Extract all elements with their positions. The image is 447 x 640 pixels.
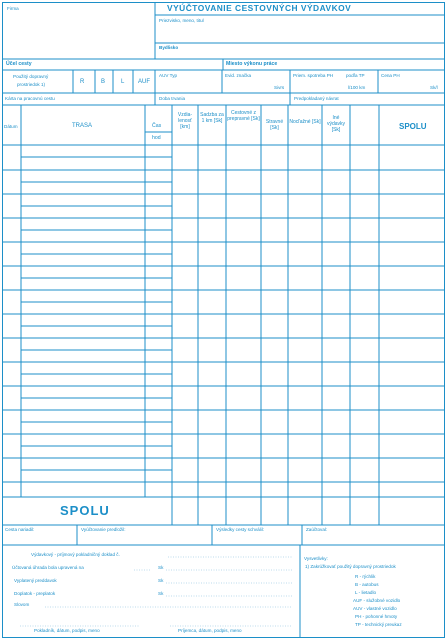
advance-paid-label: Vyplatený preddavok bbox=[14, 578, 57, 583]
transport-option-b[interactable]: B bbox=[101, 79, 106, 85]
transport-option-r[interactable]: R bbox=[80, 79, 85, 85]
currency-label-3: Sk bbox=[158, 591, 164, 596]
posted-by-label: Zaúčtoval: bbox=[306, 527, 328, 532]
currency-label-2: Sk bbox=[158, 578, 164, 583]
legend-item-r: R - rýchlik bbox=[355, 574, 376, 579]
time-column-header: Čas bbox=[152, 123, 162, 129]
recipient-signature-label: Príjemca, dátum, podpis, meno bbox=[178, 628, 242, 633]
total-row-label: SPOLU bbox=[60, 503, 110, 518]
trip-results-approved-label: Výsledky cesty schválil: bbox=[216, 527, 264, 532]
distance-column-header: Vzdia-lenosť [km] bbox=[177, 112, 193, 130]
transport-label: Použitý dopravný bbox=[13, 74, 49, 79]
trip-ordered-label: Cesta nariadil: bbox=[5, 527, 35, 532]
settlement-adjusted-label: Účtovaná úhrada bola upravená na bbox=[12, 565, 84, 570]
legend-note: 1) Zakrúžkovať použitý dopravný prostriedok bbox=[305, 564, 396, 569]
in-words-label: Slovom bbox=[14, 602, 30, 607]
work-trip-label: Kárta na pracovnú cestu bbox=[5, 96, 55, 101]
hour-column-header: hod bbox=[152, 135, 161, 141]
trip-purpose-label: Účel cesty bbox=[6, 61, 32, 67]
plate-label: Evid. značka bbox=[225, 73, 252, 78]
form-title: VYÚČTOVANIE CESTOVNÝCH VÝDAVKOV bbox=[167, 3, 352, 13]
employee-name-label: Priezvisko, meno, titul bbox=[159, 18, 204, 23]
fuel-price-unit: Sk/l bbox=[430, 85, 438, 90]
route-column-header: TRASA bbox=[72, 123, 93, 129]
per-tp-label: podľa TP bbox=[346, 73, 365, 78]
residence-label: Bydlisko bbox=[159, 45, 179, 50]
consumption-unit: l/100 km bbox=[348, 85, 366, 90]
lodging-column-header: Nocľažné [Sk] bbox=[289, 119, 321, 125]
legend-item-auv: AUV - vlastné vozidlo bbox=[353, 606, 397, 611]
total-column-header: SPOLU bbox=[399, 122, 427, 131]
duration-label: Doba trvania bbox=[159, 96, 186, 101]
firma-label: Firma bbox=[7, 6, 19, 11]
legend-title: Vysvetlivky: bbox=[304, 556, 328, 561]
plate-unit: Sivrs bbox=[274, 85, 285, 90]
legend-item-l: L - lietadlo bbox=[355, 590, 377, 595]
rate-column-header: Sadzba za 1 km [Sk] bbox=[200, 112, 224, 124]
workplace-label: Miesto výkonu práce bbox=[226, 61, 278, 67]
fare-column-header: Cestovné z prepravné [Sk] bbox=[227, 110, 260, 122]
auv-type-label: AUV Typ bbox=[159, 73, 178, 78]
cashier-signature-label: Pokladník, dátum, podpis, meno bbox=[34, 628, 100, 633]
date-column-header: Dátum bbox=[4, 124, 18, 129]
consumption-label: Priem. spotreba PH bbox=[293, 73, 334, 78]
settlement-submitted-label: Vyúčtovanie predložil: bbox=[81, 527, 126, 532]
transport-option-l[interactable]: L bbox=[121, 79, 125, 85]
expected-return-label: Predpokladaný návrat bbox=[294, 96, 339, 101]
legend-item-ph: PH - pohonné hmoty bbox=[355, 614, 398, 619]
transport-label-cont: prostriedok 1) bbox=[17, 82, 46, 87]
other-expenses-column-header: Iné výdavky [Sk] bbox=[326, 115, 346, 133]
legend-item-b: B - autobus bbox=[355, 582, 379, 587]
legend-item-auf: AUF - služobné vozidlo bbox=[353, 598, 401, 603]
transport-option-auf[interactable]: AUF bbox=[138, 79, 150, 85]
expense-document-label: Výdavkový - príjmový pokladničný doklad č. bbox=[31, 552, 120, 557]
legend-item-tp: TP - technický preukaz bbox=[355, 622, 402, 627]
meals-column-header: Stravné [Sk] bbox=[265, 119, 284, 131]
surcharge-label: Doplatok - preplatok bbox=[14, 591, 56, 596]
currency-label-1: Sk bbox=[158, 565, 164, 570]
fuel-price-label: Cena PH bbox=[381, 73, 400, 78]
